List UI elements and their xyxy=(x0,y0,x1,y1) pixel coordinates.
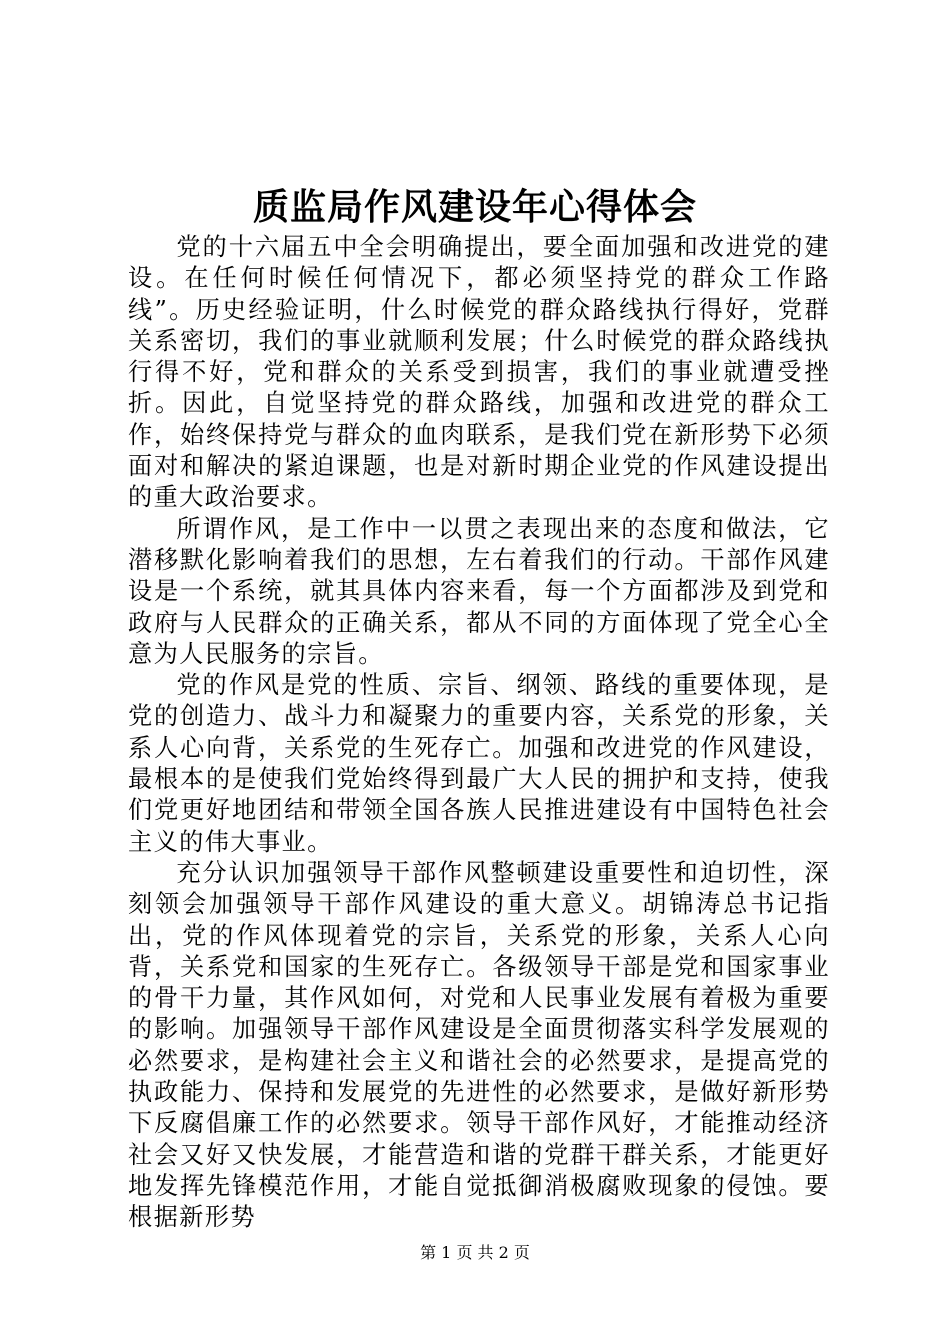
paragraph: 所谓作风，是工作中一以贯之表现出来的态度和做法，它潜移默化影响着我们的思想，左右着我们的行动。干部作风建设是一个系统，就其具体内容来看，每一个方面都涉及到党和政府与人民群众的正确关系，都从不同的方面体现了党全心全意为人民服务的宗旨。 xyxy=(128,514,830,668)
paragraph: 党的十六届五中全会明确提出，要全面加强和改进党的建设。在任何时候任何情况下，都必须坚持党的群众工作路线”。历史经验证明，什么时候党的群众路线执行得好，党群关系密切，我们的事业就顺利发展；什么时候党的群众路线执行得不好，党和群众的关系受到损害，我们的事业就遭受挫折。因此，自觉坚持党的群众路线，加强和改进党的群众工作，始终保持党与群众的血肉联系，是我们党在新形势下必须面对和解决的紧迫课题，也是对新时期企业党的作风建设提出的重大政治要求。 xyxy=(128,233,830,512)
paragraph: 党的作风是党的性质、宗旨、纲领、路线的重要体现，是党的创造力、战斗力和凝聚力的重要内容，关系党的形象，关系人心向背，关系党的生死存亡。加强和改进党的作风建设，最根本的是使我们党始终得到最广大人民的拥护和支持，使我们党更好地团结和带领全国各族人民推进建设有中国特色社会主义的伟大事业。 xyxy=(128,671,830,856)
document-body xyxy=(128,232,830,1234)
paragraph: 充分认识加强领导干部作风整顿建设重要性和迫切性，深刻领会加强领导干部作风建设的重大意义。胡锦涛总书记指出，党的作风体现着党的宗旨，关系党的形象，关系人心向背，关系党和国家的生死存亡。各级领导干部是党和国家事业的骨干力量，其作风如何，对党和人民事业发展有着极为重要的影响。加强领导干部作风建设是全面贯彻落实科学发展观的必然要求，是构建社会主义和谐社会的必然要求，是提高党的执政能力、保持和发展党的先进性的必然要求，是做好新形势下反腐倡廉工作的必然要求。领导干部作风好，才能推动经济社会又好又快发展，才能营造和谐的党群干群关系，才能更好地发挥先锋模范作用，才能自觉抵御消极腐败现象的侵蚀。要根据新形势 xyxy=(128,858,830,1232)
page-number-footer: 第 1 页 共 2 页 xyxy=(420,1243,530,1262)
document-title: 质监局作风建设年心得体会 xyxy=(252,186,697,228)
